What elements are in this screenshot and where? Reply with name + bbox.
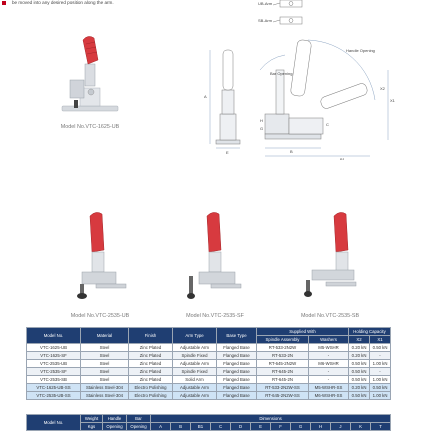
th-holding-capacity: Holding Capacity xyxy=(349,328,391,336)
table-cell: M5-WSHR xyxy=(309,344,349,352)
table-row xyxy=(27,360,391,368)
handle-opening-label: Handle Opening xyxy=(346,48,375,53)
table-cell: Spindle Fixed xyxy=(173,368,217,376)
th-material: Material xyxy=(81,328,129,344)
table-row xyxy=(27,368,391,376)
table-cell: Steel xyxy=(81,344,129,352)
table-cell: RT-533-2N2W-SS xyxy=(257,384,309,392)
th-washers: Washers xyxy=(309,336,349,344)
table-cell: 0.20 kN xyxy=(349,344,370,352)
table-cell: - xyxy=(370,352,391,360)
sb-arm-label: SB-Arm xyxy=(258,18,272,23)
caption-3: Model No.VTC-2535-SB xyxy=(300,313,360,319)
clamp-photo-3 xyxy=(290,210,370,310)
table-cell: VTC-2535-UB xyxy=(27,360,81,368)
table-cell: Steel xyxy=(81,360,129,368)
clamp-photo-top xyxy=(50,30,140,120)
intro-text: be moved into any desired position along the arm. xyxy=(12,0,114,5)
table-cell: 0.50 kN xyxy=(349,360,370,368)
th-model: Model No. xyxy=(27,328,81,344)
th-arm-type: Arm Type xyxy=(173,328,217,344)
table-cell: VTC-1625-UB xyxy=(27,344,81,352)
table-cell: 0.20 kN xyxy=(349,352,370,360)
table-cell: - xyxy=(370,368,391,376)
table-cell: RT-645-2N2W xyxy=(257,360,309,368)
table-cell: VTC-2535-SF xyxy=(27,368,81,376)
dim-h-label: H xyxy=(260,118,263,123)
dim-x2-label: X2 xyxy=(380,86,385,91)
th2-dim-col: H xyxy=(311,423,331,431)
table-cell: 0.50 kN xyxy=(349,376,370,384)
table-cell: Adjustable Arm xyxy=(173,360,217,368)
dim-b-label: B xyxy=(290,149,293,154)
table-cell: Zinc Plated xyxy=(129,344,173,352)
dim-g-label: G xyxy=(260,126,264,131)
spec-table-body xyxy=(27,344,391,400)
table-cell: Flanged Base xyxy=(217,352,257,360)
table-cell: Flanged Base xyxy=(217,384,257,392)
table-cell: Flanged Base xyxy=(217,376,257,384)
th2-dim-col: E xyxy=(251,423,271,431)
th2-handle-opening: Handle xyxy=(103,415,127,423)
table-cell: RT-533-2N2W xyxy=(257,344,309,352)
table-cell: Zinc Plated xyxy=(129,368,173,376)
technical-drawing xyxy=(190,30,405,160)
table-cell: Steel xyxy=(81,376,129,384)
spec-table xyxy=(26,327,391,400)
th2-dim-col: K xyxy=(351,423,371,431)
arm-type-drawing xyxy=(250,0,330,30)
table-cell: Steel xyxy=(81,368,129,376)
th2-dim-col: B xyxy=(171,423,191,431)
table-cell: M6-WSHR-SS xyxy=(309,392,349,400)
dim-e-label: E xyxy=(226,150,229,155)
table-cell: M6-WSHR xyxy=(309,360,349,368)
table-cell: - xyxy=(309,352,349,360)
th2-weight: Weight xyxy=(81,415,103,423)
table-cell: Adjustable Arm xyxy=(173,344,217,352)
clamp-photo-1 xyxy=(60,210,140,310)
table-cell: 0.50 kN xyxy=(349,368,370,376)
th2-dim-col: A xyxy=(151,423,171,431)
table-row xyxy=(27,344,391,352)
caption-top: Model No.VTC-1625-UB xyxy=(60,124,120,130)
table-cell: VTC-2535-SB xyxy=(27,376,81,384)
caption-1: Model No.VTC-2535-UB xyxy=(70,313,130,319)
ub-arm-label: UB-Arm xyxy=(258,1,273,6)
table-row xyxy=(27,352,391,360)
dimensions-table xyxy=(26,414,391,431)
table-row xyxy=(27,392,391,400)
th2-dim-col: T xyxy=(371,423,391,431)
table-cell: Zinc Plated xyxy=(129,360,173,368)
table-cell: Electro Polishing xyxy=(129,392,173,400)
table-cell: VTC-1625-UB-SS xyxy=(27,384,81,392)
th2-dimensions: Dimensions xyxy=(151,415,391,423)
th2-bar-opening-2: Opening xyxy=(127,423,151,431)
table-cell: 0.50 kN xyxy=(349,392,370,400)
th2-dim-col: B1 xyxy=(191,423,211,431)
table-cell: VTC-2535-UB-SS xyxy=(27,392,81,400)
bar-opening-label: Bar Opening xyxy=(270,71,293,76)
th2-model: Model No. xyxy=(27,415,81,431)
dim-a-label: A xyxy=(204,94,207,99)
table-cell: Steel xyxy=(81,352,129,360)
table-cell: Flanged Base xyxy=(217,368,257,376)
table-cell: 0.20 kN xyxy=(349,384,370,392)
table-cell: Stainless Steel-304 xyxy=(81,392,129,400)
table-cell: 1.00 kN xyxy=(370,376,391,384)
table-row xyxy=(27,376,391,384)
table-cell: 1.00 kN xyxy=(370,360,391,368)
table-cell: Electro Polishing xyxy=(129,384,173,392)
caption-2: Model No.VTC-2535-SF xyxy=(186,313,244,319)
th-finish: Finish xyxy=(129,328,173,344)
table-cell: Flanged Base xyxy=(217,344,257,352)
table-cell: VTC-1625-SF xyxy=(27,352,81,360)
clamp-photo-2 xyxy=(175,210,255,310)
table-cell: RT-645-2N xyxy=(257,368,309,376)
table-cell: RT-645-2N2W-SS xyxy=(257,392,309,400)
table-cell: Flanged Base xyxy=(217,360,257,368)
table-cell: 1.00 kN xyxy=(370,392,391,400)
intro-line xyxy=(2,0,114,5)
bullet-square xyxy=(2,1,6,5)
table-cell: Flanged Base xyxy=(217,392,257,400)
table-cell: Stainless Steel-304 xyxy=(81,384,129,392)
th-spindle-assembly: Spindle Assembly xyxy=(257,336,309,344)
th2-dim-col: C xyxy=(211,423,231,431)
th2-weight-unit: Kgs xyxy=(81,423,103,431)
th-base-type: Base Type xyxy=(217,328,257,344)
table-row xyxy=(27,384,391,392)
table-cell: Zinc Plated xyxy=(129,376,173,384)
th-x2: X2 xyxy=(349,336,370,344)
th2-dim-col: G xyxy=(291,423,311,431)
th2-bar-opening: Bar xyxy=(127,415,151,423)
dim-x1-label: X1 xyxy=(390,98,395,103)
table-cell: Zinc Plated xyxy=(129,352,173,360)
table-cell: Adjustable Arm xyxy=(173,384,217,392)
table-cell: Adjustable Arm xyxy=(173,392,217,400)
th-x1: X1 xyxy=(370,336,391,344)
dim-c-label: C xyxy=(326,122,329,127)
table-cell: 0.50 kN xyxy=(370,344,391,352)
table-cell: RT-533-2N xyxy=(257,352,309,360)
table-cell: Solid Arm xyxy=(173,376,217,384)
dim-b1-label: B1 xyxy=(340,157,345,160)
th2-dim-col: F xyxy=(271,423,291,431)
th2-dim-col: D xyxy=(231,423,251,431)
table-cell: RT-645-2N xyxy=(257,376,309,384)
table-cell: Spindle Fixed xyxy=(173,352,217,360)
table-cell: 0.50 kN xyxy=(370,384,391,392)
table-cell: M5-WSHR-SS xyxy=(309,384,349,392)
table-cell: - xyxy=(309,376,349,384)
th2-dim-col: J xyxy=(331,423,351,431)
th-supplied-with: Supplied With xyxy=(257,328,349,336)
th2-handle-opening-2: Opening xyxy=(103,423,127,431)
table-cell: - xyxy=(309,368,349,376)
